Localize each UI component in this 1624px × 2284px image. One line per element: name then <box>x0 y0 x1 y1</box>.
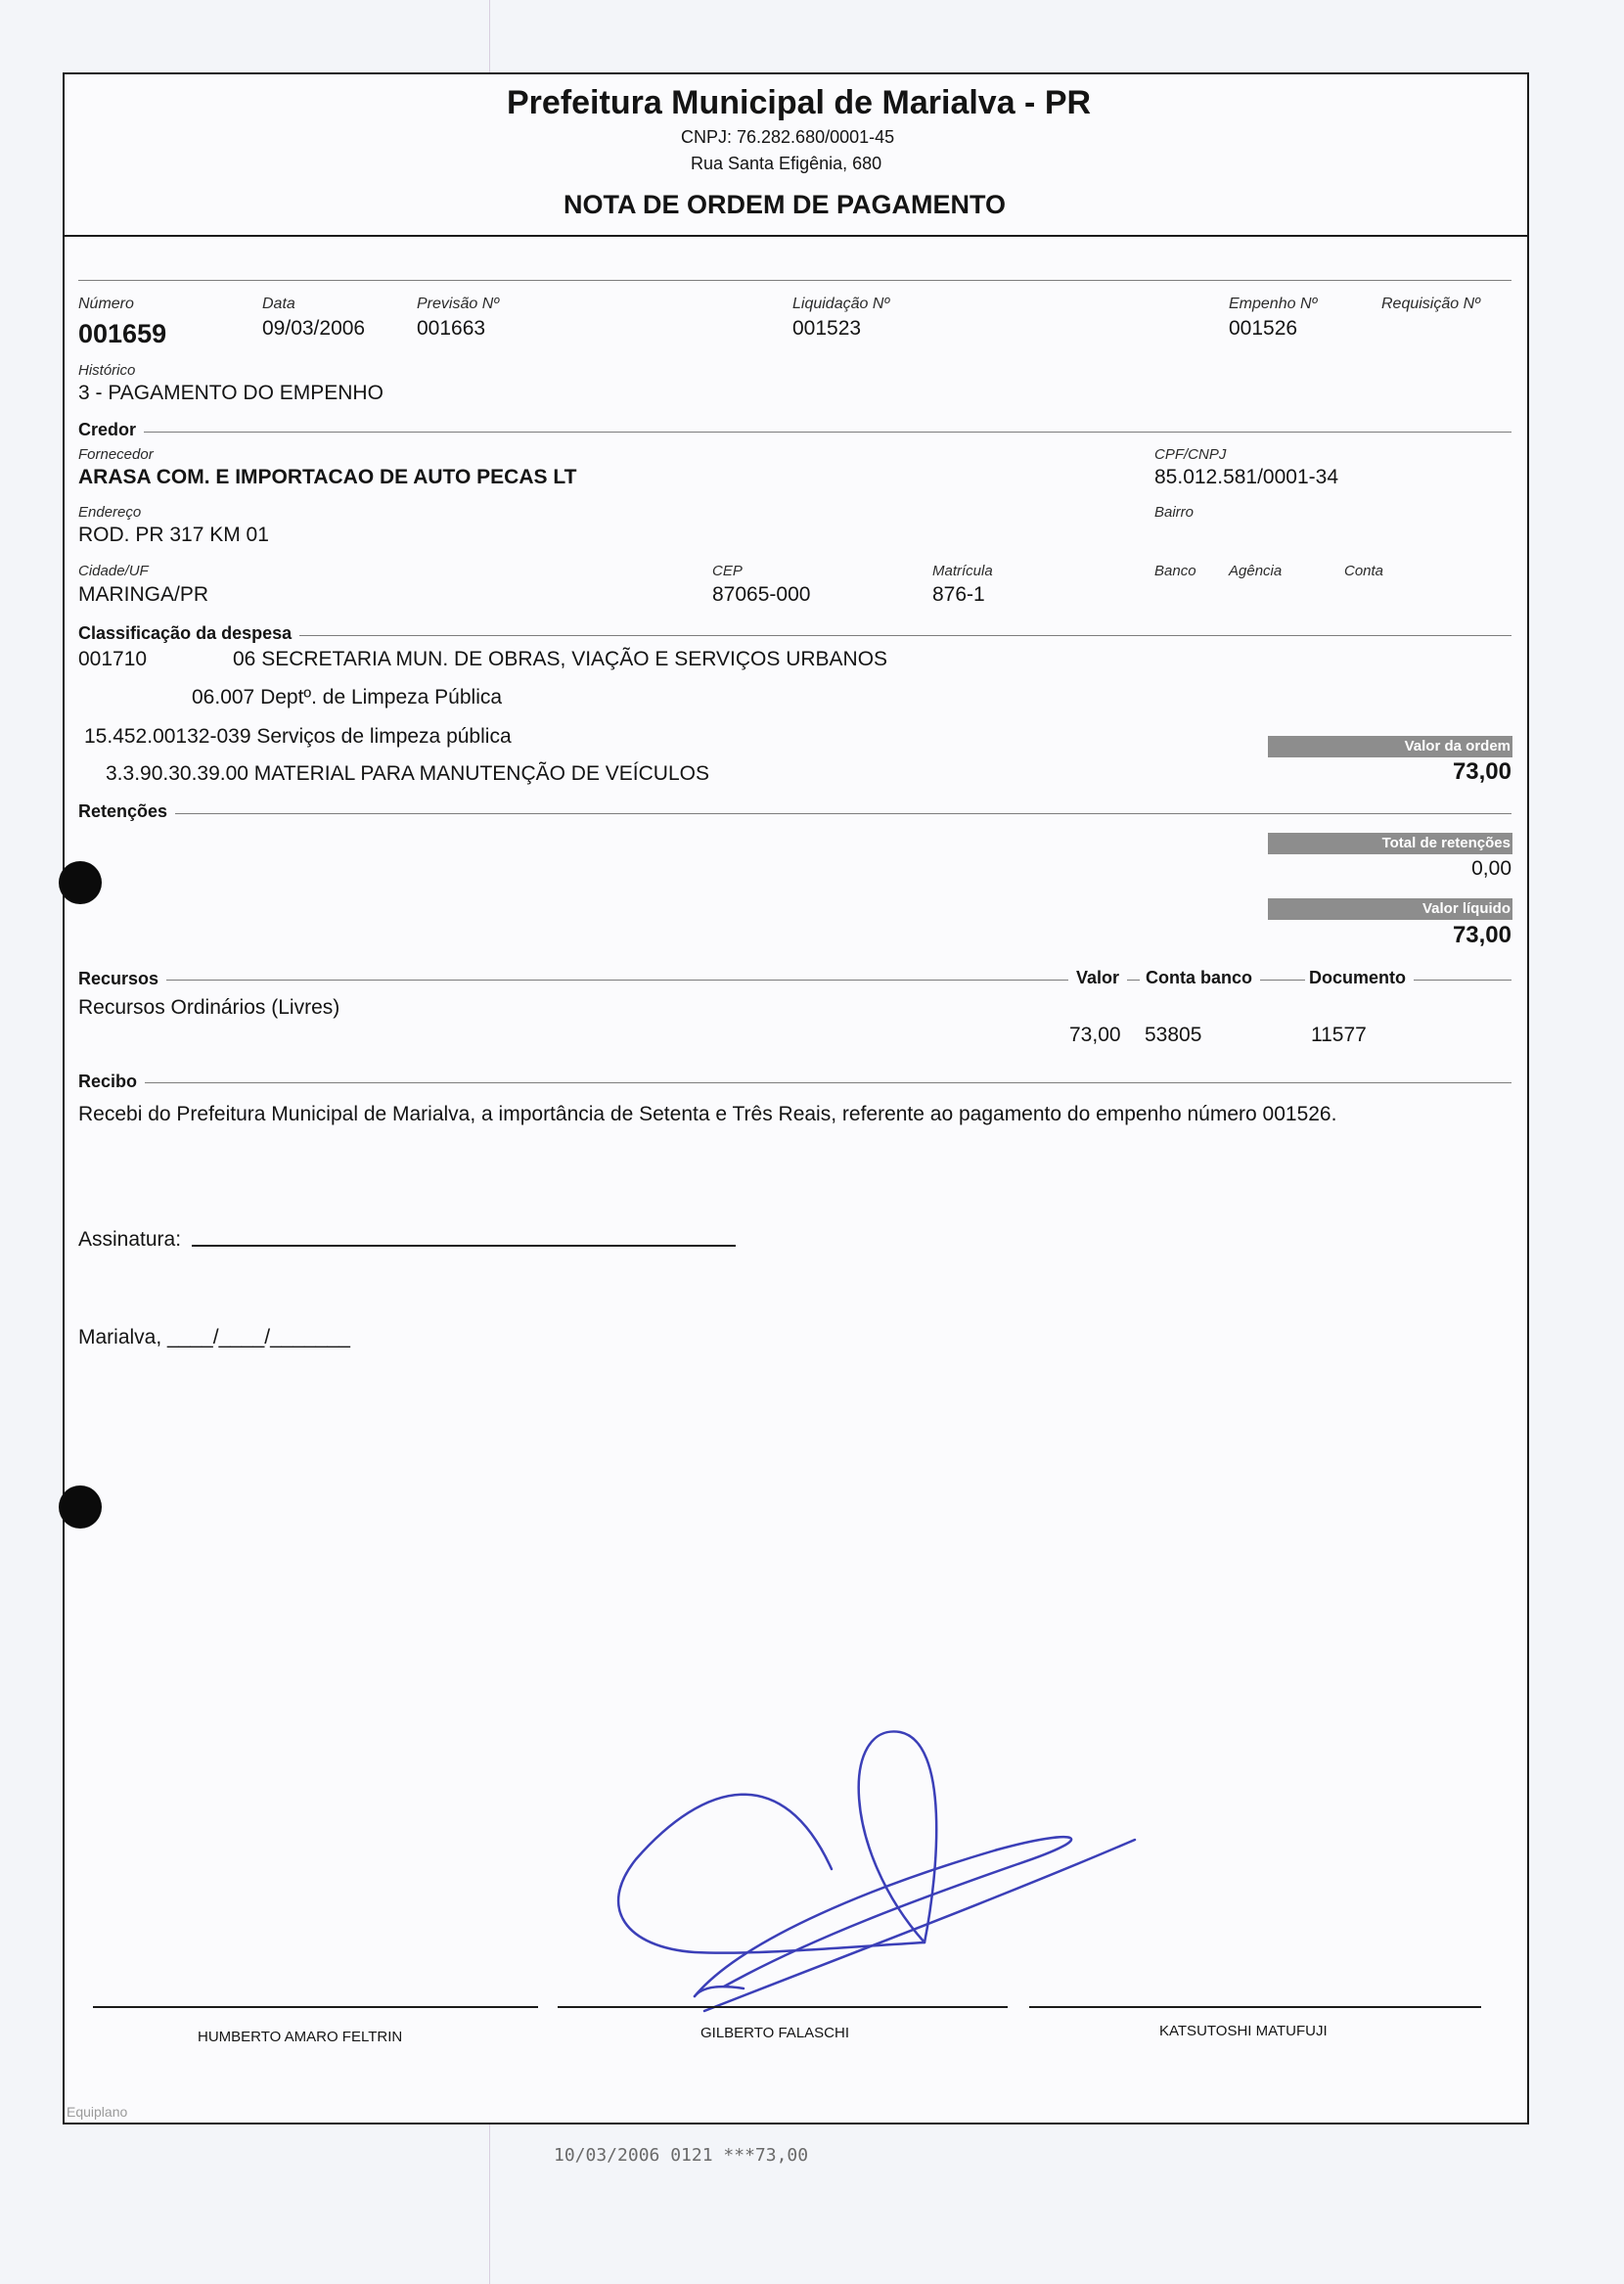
header-title: Prefeitura Municipal de Marialva - PR <box>507 84 1092 121</box>
recibo-text: Recebi do Prefeitura Municipal de Marialva, a importância de Setenta e Três Reais, referente ao pagamento do empenho número 001526. <box>78 1103 1337 1125</box>
numero-value: 001659 <box>78 319 167 348</box>
recursos-documento-header: Documento <box>1305 968 1414 988</box>
signature-line-3 <box>1029 2006 1481 2008</box>
agencia-label: Agência <box>1229 563 1283 579</box>
classificacao-line-1: 06 SECRETARIA MUN. DE OBRAS, VIAÇÃO E SERVIÇOS URBANOS <box>233 648 888 670</box>
signature-line-2 <box>558 2006 1008 2008</box>
signatory-2-name: GILBERTO FALASCHI <box>700 2025 849 2041</box>
requisicao-label: Requisição Nº <box>1381 296 1480 312</box>
cpf-cnpj-value: 85.012.581/0001-34 <box>1154 466 1339 488</box>
conta-label: Conta <box>1344 563 1384 579</box>
retencoes-section-title: Retenções <box>78 801 175 822</box>
info-divider <box>78 280 1511 281</box>
valor-liquido-label: Valor líquido <box>1268 898 1512 920</box>
empenho-value: 001526 <box>1229 317 1298 340</box>
empenho-label: Empenho Nº <box>1229 296 1318 312</box>
recursos-conta-header: Conta banco <box>1140 968 1260 988</box>
recibo-section-title: Recibo <box>78 1072 145 1092</box>
historico-label: Histórico <box>78 362 136 379</box>
historico-value: 3 - PAGAMENTO DO EMPENHO <box>78 382 383 404</box>
cidade-value: MARINGA/PR <box>78 583 209 606</box>
signatory-1-name: HUMBERTO AMARO FELTRIN <box>198 2029 403 2045</box>
header-address: Rua Santa Efigênia, 680 <box>691 154 882 173</box>
previsao-value: 001663 <box>417 317 486 340</box>
recursos-valor: 73,00 <box>1069 1024 1121 1046</box>
matricula-label: Matrícula <box>932 563 993 579</box>
software-footer: Equiplano <box>67 2104 128 2120</box>
recursos-conta: 53805 <box>1145 1024 1202 1046</box>
classificacao-line-4: 3.3.90.30.39.00 MATERIAL PARA MANUTENÇÃO DE VEÍCULOS <box>106 762 709 785</box>
recursos-documento: 11577 <box>1311 1024 1367 1046</box>
signatory-3-name: KATSUTOSHI MATUFUJI <box>1159 2023 1328 2039</box>
bank-stamp: 10/03/2006 0121 ***73,00 <box>554 2145 809 2166</box>
signature-line-1 <box>93 2006 538 2008</box>
retencoes-divider <box>78 813 1511 814</box>
liquidacao-value: 001523 <box>792 317 862 340</box>
total-retencoes-value: 0,00 <box>1471 857 1511 880</box>
total-retencoes-label: Total de retenções <box>1268 833 1512 854</box>
recursos-item: Recursos Ordinários (Livres) <box>78 996 340 1019</box>
assinatura-label: Assinatura: <box>78 1228 182 1251</box>
endereco-value: ROD. PR 317 KM 01 <box>78 524 269 546</box>
classificacao-section-title: Classificação da despesa <box>78 623 299 644</box>
punch-hole-top <box>59 861 102 904</box>
fornecedor-value: ARASA COM. E IMPORTACAO DE AUTO PECAS LT <box>78 466 577 488</box>
recursos-divider <box>78 980 1511 981</box>
valor-liquido-value: 73,00 <box>1452 922 1511 948</box>
credor-divider <box>78 432 1511 433</box>
matricula-value: 876-1 <box>932 583 985 606</box>
valor-ordem-value: 73,00 <box>1452 758 1511 785</box>
recursos-valor-header: Valor <box>1068 968 1127 988</box>
cpf-cnpj-label: CPF/CNPJ <box>1154 446 1227 463</box>
classificacao-code: 001710 <box>78 648 148 670</box>
classificacao-line-2: 06.007 Deptº. de Limpeza Pública <box>192 686 503 708</box>
classificacao-line-3: 15.452.00132-039 Serviços de limpeza pública <box>84 725 512 748</box>
header-divider <box>63 235 1527 237</box>
credor-section-title: Credor <box>78 420 144 440</box>
previsao-label: Previsão Nº <box>417 296 500 312</box>
endereco-label: Endereço <box>78 504 142 521</box>
data-label: Data <box>262 296 295 312</box>
numero-label: Número <box>78 296 134 312</box>
data-value: 09/03/2006 <box>262 317 366 340</box>
cidade-label: Cidade/UF <box>78 563 149 579</box>
recursos-section-title: Recursos <box>78 969 166 989</box>
cep-label: CEP <box>712 563 743 579</box>
punch-hole-bottom <box>59 1485 102 1529</box>
assinatura-line <box>192 1245 736 1247</box>
banco-label: Banco <box>1154 563 1196 579</box>
bairro-label: Bairro <box>1154 504 1195 521</box>
header-cnpj: CNPJ: 76.282.680/0001-45 <box>681 127 895 147</box>
recibo-divider <box>78 1082 1511 1083</box>
fornecedor-label: Fornecedor <box>78 446 154 463</box>
liquidacao-label: Liquidação Nº <box>792 296 890 312</box>
cep-value: 87065-000 <box>712 583 811 606</box>
valor-ordem-label: Valor da ordem <box>1268 736 1512 757</box>
local-date: Marialva, ____/____/_______ <box>78 1326 350 1348</box>
handwritten-signature <box>587 1703 1154 2035</box>
document-title: NOTA DE ORDEM DE PAGAMENTO <box>564 190 1007 219</box>
